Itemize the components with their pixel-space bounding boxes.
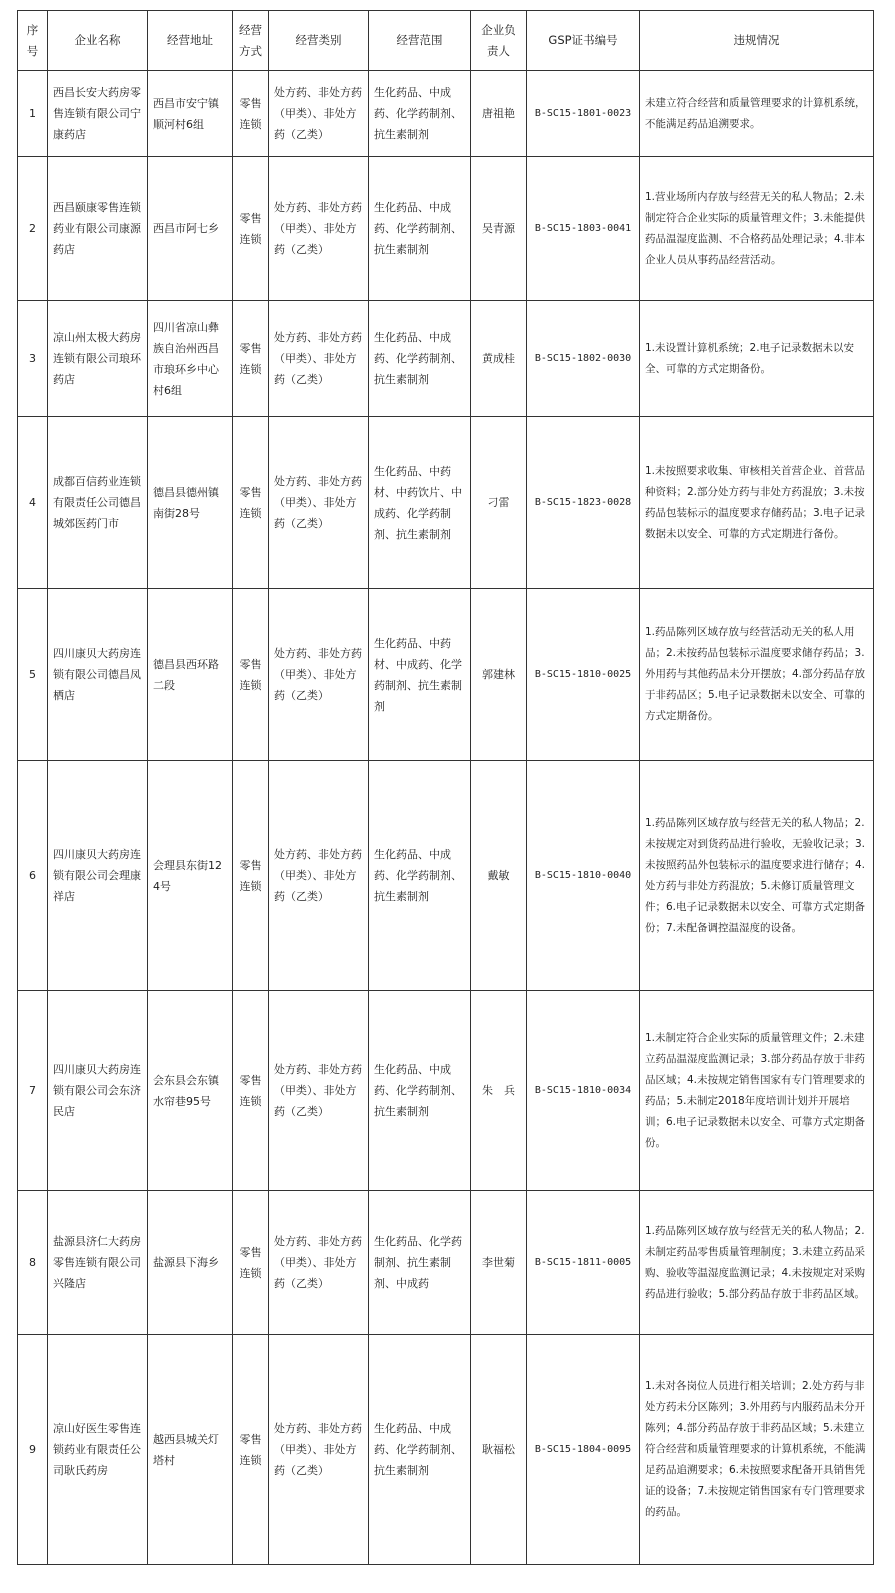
business-scope: 生化药品、中成药、化学药制剂、抗生素制剂 bbox=[369, 991, 471, 1191]
table-row bbox=[18, 301, 874, 417]
row-no: 9 bbox=[18, 1335, 48, 1565]
business-scope: 生化药品、中成药、化学药制剂、抗生素制剂 bbox=[369, 157, 471, 301]
business-address: 西昌市阿七乡 bbox=[148, 157, 233, 301]
violations-table bbox=[17, 10, 874, 1565]
row-no: 4 bbox=[18, 417, 48, 589]
business-mode: 零售连锁 bbox=[233, 991, 269, 1191]
responsible-person: 郭建林 bbox=[471, 589, 527, 761]
table-body bbox=[18, 71, 874, 1565]
company-name: 成都百信药业连锁有限责任公司德昌城郊医药门市 bbox=[48, 417, 148, 589]
business-address: 越西县城关灯塔村 bbox=[148, 1335, 233, 1565]
business-category: 处方药、非处方药（甲类）、非处方药（乙类） bbox=[269, 1191, 369, 1335]
gsp-cert-number: B-SC15-1810-0034 bbox=[527, 991, 640, 1191]
violation-details: 1.药品陈列区域存放与经营无关的私人物品；2.未制定药品零售质量管理制度；3.未建立药品采购、验收等温湿度监测记录；4.未按规定对采购药品进行验收；5.部分药品存放于非药品区域。 bbox=[640, 1191, 874, 1335]
company-name: 凉山州太极大药房连锁有限公司琅环药店 bbox=[48, 301, 148, 417]
responsible-person: 朱 兵 bbox=[471, 991, 527, 1191]
gsp-cert-number: B-SC15-1810-0025 bbox=[527, 589, 640, 761]
header-scope: 经营范围 bbox=[369, 11, 471, 71]
business-category: 处方药、非处方药（甲类）、非处方药（乙类） bbox=[269, 157, 369, 301]
gsp-cert-number: B-SC15-1823-0028 bbox=[527, 417, 640, 589]
responsible-person: 黄成桂 bbox=[471, 301, 527, 417]
violation-details: 1.未设置计算机系统；2.电子记录数据未以安全、可靠的方式定期备份。 bbox=[640, 301, 874, 417]
violation-details: 未建立符合经营和质量管理要求的计算机系统，不能满足药品追溯要求。 bbox=[640, 71, 874, 157]
header-cert: GSP证书编号 bbox=[527, 11, 640, 71]
table-row bbox=[18, 417, 874, 589]
business-category: 处方药、非处方药（甲类）、非处方药（乙类） bbox=[269, 991, 369, 1191]
business-category: 处方药、非处方药（甲类）、非处方药（乙类） bbox=[269, 761, 369, 991]
responsible-person: 吴青源 bbox=[471, 157, 527, 301]
company-name: 四川康贝大药房连锁有限公司德昌凤栖店 bbox=[48, 589, 148, 761]
responsible-person: 刁雷 bbox=[471, 417, 527, 589]
responsible-person: 耿福松 bbox=[471, 1335, 527, 1565]
business-address: 会理县东街124号 bbox=[148, 761, 233, 991]
company-name: 西昌长安大药房零售连锁有限公司宁康药店 bbox=[48, 71, 148, 157]
business-mode: 零售连锁 bbox=[233, 301, 269, 417]
business-scope: 生化药品、化学药制剂、抗生素制剂、中成药 bbox=[369, 1191, 471, 1335]
business-scope: 生化药品、中成药、化学药制剂、抗生素制剂 bbox=[369, 301, 471, 417]
business-mode: 零售连锁 bbox=[233, 761, 269, 991]
row-no: 6 bbox=[18, 761, 48, 991]
business-category: 处方药、非处方药（甲类）、非处方药（乙类） bbox=[269, 301, 369, 417]
business-address: 会东县会东镇水帘巷95号 bbox=[148, 991, 233, 1191]
header-address: 经营地址 bbox=[148, 11, 233, 71]
row-no: 7 bbox=[18, 991, 48, 1191]
row-no: 8 bbox=[18, 1191, 48, 1335]
responsible-person: 李世菊 bbox=[471, 1191, 527, 1335]
business-scope: 生化药品、中成药、化学药制剂、抗生素制剂 bbox=[369, 761, 471, 991]
table-row bbox=[18, 589, 874, 761]
row-no: 5 bbox=[18, 589, 48, 761]
business-mode: 零售连锁 bbox=[233, 589, 269, 761]
table-row bbox=[18, 1191, 874, 1335]
header-no: 序号 bbox=[18, 11, 48, 71]
business-address: 四川省凉山彝族自治州西昌市琅环乡中心村6组 bbox=[148, 301, 233, 417]
violation-details: 1.药品陈列区域存放与经营无关的私人物品；2.未按规定对到货药品进行验收，无验收记录；3.未按照药品外包装标示的温度要求进行储存；4.处方药与非处方药混放；5.未修订质量管理文件；6.电子记录数据未以安全、可靠方式定期备份；7.未配备调控温湿度的设备。 bbox=[640, 761, 874, 991]
business-mode: 零售连锁 bbox=[233, 157, 269, 301]
business-address: 西昌市安宁镇顺河村6组 bbox=[148, 71, 233, 157]
header-row bbox=[18, 11, 874, 71]
gsp-cert-number: B-SC15-1802-0030 bbox=[527, 301, 640, 417]
responsible-person: 唐祖艳 bbox=[471, 71, 527, 157]
business-category: 处方药、非处方药（甲类）、非处方药（乙类） bbox=[269, 71, 369, 157]
violation-details: 1.未按照要求收集、审核相关首营企业、首营品种资料；2.部分处方药与非处方药混放；3.未按药品包装标示的温度要求存储药品；3.电子记录数据未以安全、可靠的方式定期进行备份。 bbox=[640, 417, 874, 589]
gsp-cert-number: B-SC15-1803-0041 bbox=[527, 157, 640, 301]
company-name: 四川康贝大药房连锁有限公司会东济民店 bbox=[48, 991, 148, 1191]
gsp-cert-number: B-SC15-1810-0040 bbox=[527, 761, 640, 991]
gsp-cert-number: B-SC15-1811-0005 bbox=[527, 1191, 640, 1335]
row-no: 1 bbox=[18, 71, 48, 157]
business-category: 处方药、非处方药（甲类）、非处方药（乙类） bbox=[269, 589, 369, 761]
gsp-cert-number: B-SC15-1804-0095 bbox=[527, 1335, 640, 1565]
business-scope: 生化药品、中药材、中成药、化学药制剂、抗生素制剂 bbox=[369, 589, 471, 761]
violation-details: 1.未制定符合企业实际的质量管理文件；2.未建立药品温湿度监测记录；3.部分药品存放于非药品区域；4.未按规定销售国家有专门管理要求的药品；5.未制定2018年度培训计划并开展培训；6.电子记录数据未以安全、可靠方式定期备份。 bbox=[640, 991, 874, 1191]
business-mode: 零售连锁 bbox=[233, 417, 269, 589]
gsp-cert-number: B-SC15-1801-0023 bbox=[527, 71, 640, 157]
violation-details: 1.营业场所内存放与经营无关的私人物品；2.未制定符合企业实际的质量管理文件；3.未能提供药品温湿度监测、不合格药品处理记录；4.非本企业人员从事药品经营活动。 bbox=[640, 157, 874, 301]
business-address: 盐源县下海乡 bbox=[148, 1191, 233, 1335]
business-address: 德昌县德州镇南街28号 bbox=[148, 417, 233, 589]
table-row bbox=[18, 71, 874, 157]
business-mode: 零售连锁 bbox=[233, 1191, 269, 1335]
business-address: 德昌县西环路二段 bbox=[148, 589, 233, 761]
business-scope: 生化药品、中成药、化学药制剂、抗生素制剂 bbox=[369, 71, 471, 157]
company-name: 盐源县济仁大药房零售连锁有限公司兴隆店 bbox=[48, 1191, 148, 1335]
header-category: 经营类别 bbox=[269, 11, 369, 71]
business-category: 处方药、非处方药（甲类）、非处方药（乙类） bbox=[269, 1335, 369, 1565]
table-row bbox=[18, 761, 874, 991]
row-no: 3 bbox=[18, 301, 48, 417]
business-mode: 零售连锁 bbox=[233, 71, 269, 157]
header-mode: 经营方式 bbox=[233, 11, 269, 71]
table-row bbox=[18, 1335, 874, 1565]
company-name: 四川康贝大药房连锁有限公司会理康祥店 bbox=[48, 761, 148, 991]
header-person: 企业负责人 bbox=[471, 11, 527, 71]
table-row bbox=[18, 991, 874, 1191]
company-name: 西昌颐康零售连锁药业有限公司康源药店 bbox=[48, 157, 148, 301]
business-mode: 零售连锁 bbox=[233, 1335, 269, 1565]
header-name: 企业名称 bbox=[48, 11, 148, 71]
business-scope: 生化药品、中药材、中药饮片、中成药、化学药制剂、抗生素制剂 bbox=[369, 417, 471, 589]
company-name: 凉山好医生零售连锁药业有限责任公司耿氏药房 bbox=[48, 1335, 148, 1565]
responsible-person: 戴敏 bbox=[471, 761, 527, 991]
violation-details: 1.未对各岗位人员进行相关培训；2.处方药与非处方药未分区陈列；3.外用药与内服药品未分开陈列；4.部分药品存放于非药品区域；5.未建立符合经营和质量管理要求的计算机系统，不能满足药品追溯要求；6.未按照要求配备开具销售凭证的设备；7.未按规定销售国家有专门管理要求的药品。 bbox=[640, 1335, 874, 1565]
header-violation: 违规情况 bbox=[640, 11, 874, 71]
business-category: 处方药、非处方药（甲类）、非处方药（乙类） bbox=[269, 417, 369, 589]
table-row bbox=[18, 157, 874, 301]
row-no: 2 bbox=[18, 157, 48, 301]
violation-details: 1.药品陈列区域存放与经营活动无关的私人用品；2.未按药品包装标示温度要求储存药品；3.外用药与其他药品未分开摆放；4.部分药品存放于非药品区；5.电子记录数据未以安全、可靠的方式定期备份。 bbox=[640, 589, 874, 761]
business-scope: 生化药品、中成药、化学药制剂、抗生素制剂 bbox=[369, 1335, 471, 1565]
